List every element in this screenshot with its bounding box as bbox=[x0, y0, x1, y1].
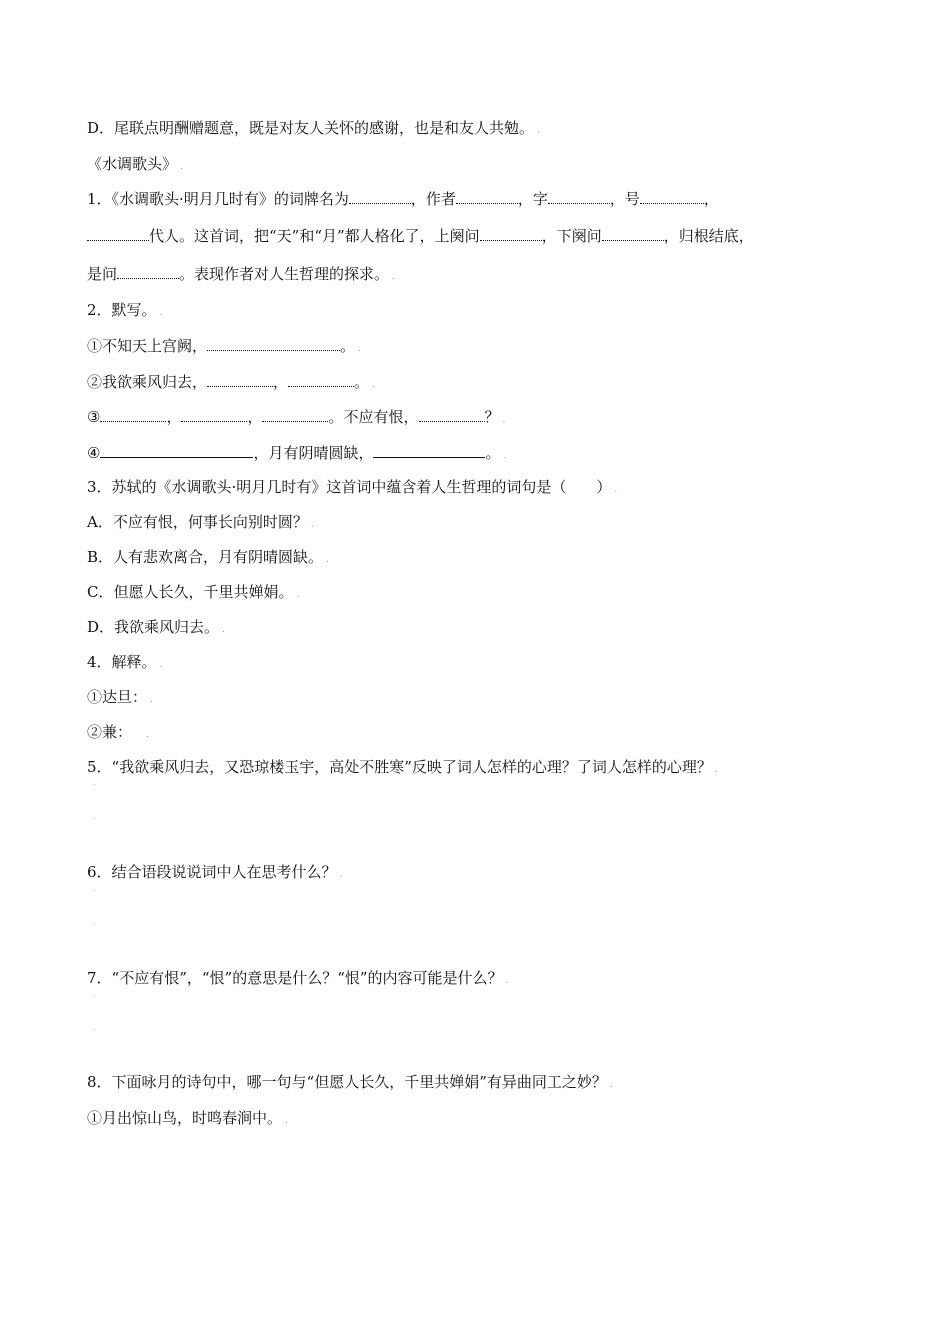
answer-space-marker: . bbox=[93, 884, 96, 894]
blank[interactable] bbox=[456, 189, 518, 204]
blank[interactable] bbox=[373, 443, 485, 458]
question-4-item-1: ①达旦： . bbox=[87, 688, 153, 706]
question-3: 3．苏轼的《水调歌头·明月几时有》这首词中蕴含着人生哲理的词句是（ ） . bbox=[87, 478, 618, 496]
blank[interactable] bbox=[100, 407, 166, 422]
answer-space-marker: . bbox=[93, 989, 96, 999]
question-2-item-2: ②我欲乘风归去， ， 。 . bbox=[87, 373, 375, 391]
question-2-item-1: ①不知天上宫阙， 。 . bbox=[87, 337, 361, 355]
blank[interactable] bbox=[419, 407, 485, 422]
blank[interactable] bbox=[181, 407, 247, 422]
blank[interactable] bbox=[117, 264, 179, 279]
blank[interactable] bbox=[100, 443, 253, 458]
question-5: 5．“我欲乘风归去，又恐琼楼玉宇，高处不胜寒”反映了词人怎样的心理？了词人怎样的心理？ . bbox=[87, 758, 718, 776]
question-3-option-a: A．不应有恨，何事长向别时圆？ . bbox=[87, 513, 314, 531]
question-1-line-3: 是问 。表现作者对人生哲理的探求。 . bbox=[87, 265, 395, 283]
blank[interactable] bbox=[640, 189, 704, 204]
question-2: 2．默写。 . bbox=[87, 301, 163, 319]
question-3-option-b: B．人有悲欢离合，月有阴晴圆缺。 . bbox=[87, 548, 329, 566]
question-2-item-4: ④ ，月有阴晴圆缺， 。 . bbox=[87, 444, 507, 462]
question-3-option-d: D．我欲乘风归去。 . bbox=[87, 618, 225, 636]
question-4: 4．解释。 . bbox=[87, 653, 163, 671]
blank[interactable] bbox=[349, 189, 411, 204]
blank[interactable] bbox=[207, 372, 273, 387]
question-2-item-3: ③ ， ， 。不应有恨， ？ . bbox=[87, 408, 506, 426]
blank[interactable] bbox=[262, 407, 328, 422]
blank[interactable] bbox=[288, 372, 354, 387]
blank[interactable] bbox=[602, 226, 664, 241]
section-title: 《水调歌头》 . bbox=[87, 155, 183, 173]
answer-space-marker: . bbox=[93, 778, 96, 788]
option-d-previous: D．尾联点明酬赠题意，既是对友人关怀的感谢，也是和友人共勉。 . bbox=[87, 119, 540, 137]
answer-space-marker: . bbox=[93, 1023, 96, 1033]
question-1-line-1: 1．《水调歌头·明月几时有》的词牌名为 ，作者 ，字 ，号 ， bbox=[87, 190, 719, 208]
blank[interactable] bbox=[480, 226, 542, 241]
answer-space-marker: . bbox=[93, 812, 96, 822]
blank[interactable] bbox=[207, 336, 340, 351]
question-7: 7．“不应有恨”，“恨”的意思是什么？“恨”的内容可能是什么？ . bbox=[87, 969, 509, 987]
question-8: 8．下面咏月的诗句中，哪一句与“但愿人长久，千里共婵娟”有异曲同工之妙？ . bbox=[87, 1073, 613, 1091]
question-8-item-1: ①月出惊山鸟，时鸣春涧中。 . bbox=[87, 1109, 288, 1127]
question-3-option-c: C．但愿人长久，千里共婵娟。 . bbox=[87, 583, 300, 601]
question-1-line-2: 代人。这首词，把“天”和“月”都人格化了，上阕问 ，下阕问 ，归根结底， bbox=[87, 226, 754, 246]
question-4-item-2: ②兼： . bbox=[87, 723, 149, 741]
blank[interactable] bbox=[548, 189, 610, 204]
answer-space-marker: . bbox=[93, 918, 96, 928]
blank[interactable] bbox=[87, 226, 149, 241]
question-6: 6．结合语段说说词中人在思考什么？ . bbox=[87, 863, 343, 881]
